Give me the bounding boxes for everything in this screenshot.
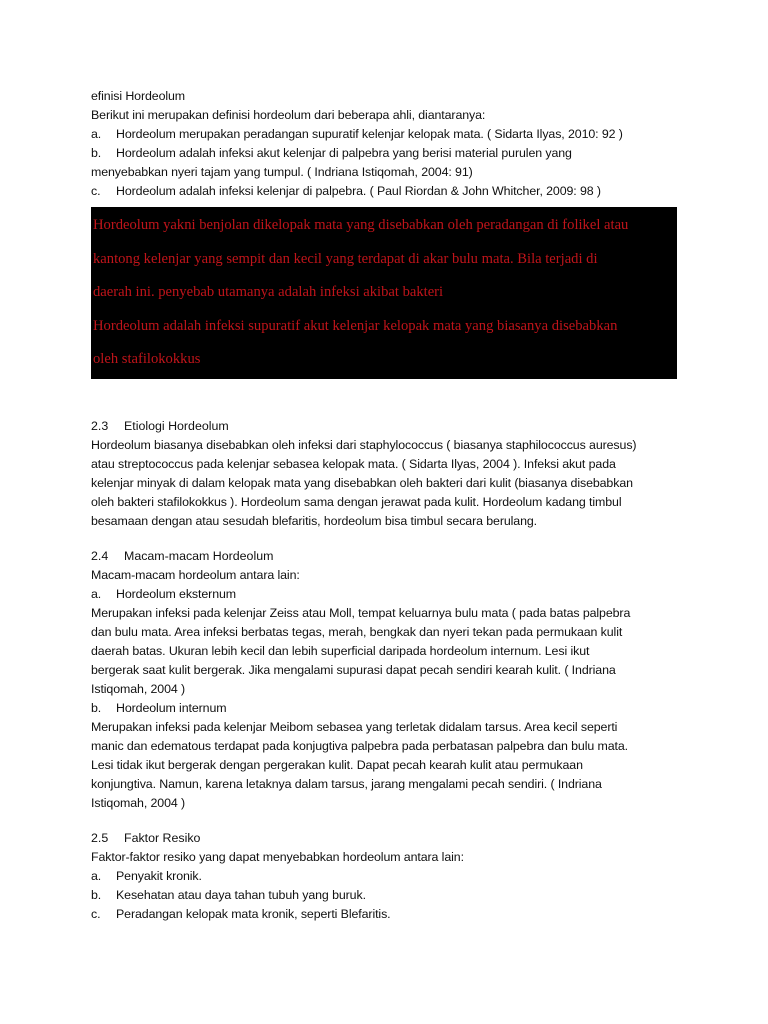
paragraph-line: besamaan dengan atau sesudah blefaritis, hordeolum bisa timbul secara berulang. xyxy=(91,514,538,528)
paragraph-line: atau streptococcus pada kelenjar sebasea kelopak mata. ( Sidarta Ilyas, 2004 ). Infeksi akut pada xyxy=(91,457,616,471)
section-title: efinisi Hordeolum xyxy=(91,89,186,103)
faktor-section xyxy=(91,829,681,924)
list-text: Hordeolum merupakan peradangan supuratif kelenjar kelopak mata. ( Sidarta Ilyas, 2010: 92 ) xyxy=(116,127,623,141)
paragraph-line: Merupakan infeksi pada kelenjar Meibom sebasea yang terletak didalam tarsus. Area kecil seperti xyxy=(91,720,618,734)
list-continuation: menyebabkan nyeri tajam yang tumpul. ( Indriana Istiqomah, 2004: 91) xyxy=(91,165,473,179)
type-name: Hordeolum internum xyxy=(116,701,227,715)
list-marker: b. xyxy=(91,888,102,902)
paragraph-line: Hordeolum biasanya disebabkan oleh infeksi dari staphylococcus ( biasanya staphilococcus auresus) xyxy=(91,438,637,452)
section-heading xyxy=(91,547,681,566)
macam-section xyxy=(91,547,681,813)
list-text: Hordeolum adalah infeksi akut kelenjar di palpebra yang berisi material purulen yang xyxy=(116,146,572,160)
list-marker: a. xyxy=(91,127,102,141)
quote-line: oleh stafilokokkus xyxy=(93,351,201,367)
paragraph-line: Merupakan infeksi pada kelenjar Zeiss atau Moll, tempat keluarnya bulu mata ( pada batas palpebra xyxy=(91,606,631,620)
paragraph-line: oleh bakteri stafilokokkus ). Hordeolum sama dengan jerawat pada kulit. Hordeolum kadang timbul xyxy=(91,495,622,509)
definition-section xyxy=(91,87,681,201)
type-name: Hordeolum eksternum xyxy=(116,587,236,601)
list-text: Penyakit kronik. xyxy=(116,869,202,883)
quote-line: Hordeolum yakni benjolan dikelopak mata yang disebabkan oleh peradangan di folikel atau xyxy=(93,217,629,233)
section-number: 2.4 xyxy=(91,549,109,563)
type-heading xyxy=(91,585,681,604)
list-item xyxy=(91,886,681,905)
type-heading xyxy=(91,699,681,718)
quote-line: daerah ini. penyebab utamanya adalah infeksi akibat bakteri xyxy=(93,284,444,300)
section-title: Faktor Resiko xyxy=(124,831,201,845)
list-item xyxy=(91,125,681,144)
paragraph-line: Lesi tidak ikut bergerak dengan pergerakan kulit. Dapat pecah kearah kulit atau permukaan xyxy=(91,758,583,772)
list-marker: c. xyxy=(91,184,101,198)
section-intro: Berikut ini merupakan definisi hordeolum dari beberapa ahli, diantaranya: xyxy=(91,108,486,122)
paragraph-line: konjungtiva. Namun, karena letaknya dalam tarsus, jarang mengalami pecah sendiri. ( Indriana xyxy=(91,777,602,791)
section-number: 2.5 xyxy=(91,831,109,845)
section-intro: Faktor-faktor resiko yang dapat menyebabkan hordeolum antara lain: xyxy=(91,850,464,864)
section-title: Macam-macam Hordeolum xyxy=(124,549,274,563)
list-marker: a. xyxy=(91,869,102,883)
list-text: Kesehatan atau daya tahan tubuh yang buruk. xyxy=(116,888,366,902)
list-marker: c. xyxy=(91,907,101,921)
section-number: 2.3 xyxy=(91,419,109,433)
section-heading xyxy=(91,829,681,848)
list-marker: b. xyxy=(91,146,102,160)
paragraph-line: bergerak saat kulit bergerak. Jika mengalami supurasi dapat pecah sendiri kearah kulit. ( Indriana xyxy=(91,663,616,677)
paragraph-line: Istiqomah, 2004 ) xyxy=(91,682,186,696)
quote-line: kantong kelenjar yang sempit dan kecil yang terdapat di akar bulu mata. Bila terjadi di xyxy=(93,250,598,267)
list-marker: b. xyxy=(91,701,102,715)
paragraph-line: Istiqomah, 2004 ) xyxy=(91,796,186,810)
paragraph-line: kelenjar minyak di dalam kelopak mata yang disebabkan oleh bakteri dari kulit (biasanya disebabkan xyxy=(91,476,633,490)
list-item xyxy=(91,905,681,924)
list-item xyxy=(91,144,681,163)
list-text: Hordeolum adalah infeksi kelenjar di palpebra. ( Paul Riordan & John Whitcher, 2009: 98 ) xyxy=(116,184,601,198)
quote-line: Hordeolum adalah infeksi supuratif akut kelenjar kelopak mata yang biasanya disebabkan xyxy=(93,317,618,334)
section-heading xyxy=(91,417,681,436)
etiologi-section xyxy=(91,417,681,531)
section-intro: Macam-macam hordeolum antara lain: xyxy=(91,568,300,582)
paragraph-line: daerah batas. Ukuran lebih kecil dan lebih superficial daripada hordeolum internum. Lesi ikut xyxy=(91,644,590,658)
list-item xyxy=(91,867,681,886)
list-text: Peradangan kelopak mata kronik, seperti Blefaritis. xyxy=(116,907,391,921)
quote-box xyxy=(91,207,677,379)
list-item xyxy=(91,182,681,201)
paragraph-line: dan bulu mata. Area infeksi berbatas tegas, merah, bengkak dan nyeri tekan pada permukaan kulit xyxy=(91,625,623,639)
list-marker: a. xyxy=(91,587,102,601)
paragraph-line: manic dan edematous terdapat pada konjugtiva palpebra pada perbatasan palpebra dan bulu mata. xyxy=(91,739,628,753)
section-title: Etiologi Hordeolum xyxy=(124,419,229,433)
